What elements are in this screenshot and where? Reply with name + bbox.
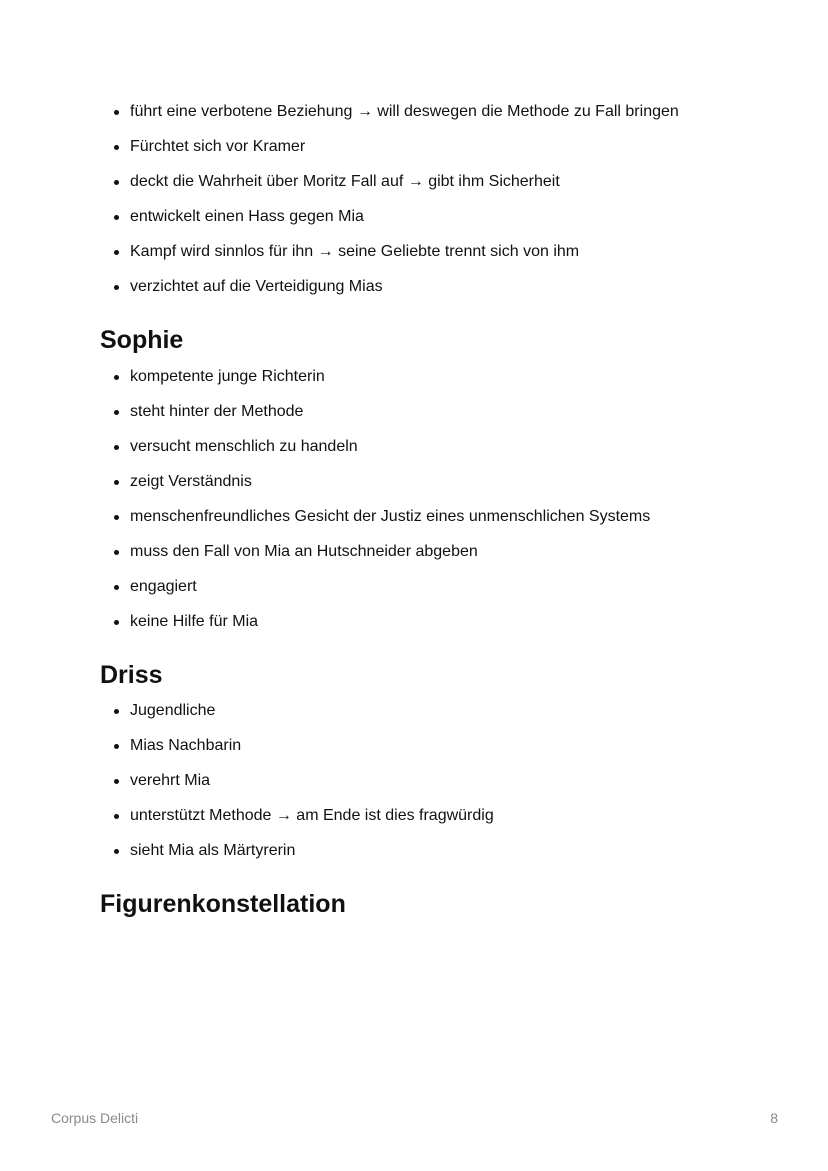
list-item: Kampf wird sinnlos für ihn → seine Geliebte trennt sich von ihm <box>0 241 679 276</box>
list-item: versucht menschlich zu handeln <box>0 436 650 471</box>
list-item: menschenfreundliches Gesicht der Justiz eines unmenschlichen Systems <box>0 506 650 541</box>
list-item: steht hinter der Methode <box>0 401 650 436</box>
list-item: unterstützt Methode → am Ende ist dies fragwürdig <box>0 805 494 840</box>
section-heading-driss: Driss <box>100 661 163 689</box>
bullet-list-continued <box>0 101 679 311</box>
list-item: entwickelt einen Hass gegen Mia <box>0 206 679 241</box>
list-item: zeigt Verständnis <box>0 471 650 506</box>
list-item: verzichtet auf die Verteidigung Mias <box>0 276 679 311</box>
list-item: muss den Fall von Mia an Hutschneider abgeben <box>0 541 650 576</box>
footer-page-number: 8 <box>770 1110 778 1126</box>
bullet-list-driss <box>0 700 494 875</box>
list-item: deckt die Wahrheit über Moritz Fall auf → gibt ihm Sicherheit <box>0 171 679 206</box>
bullet-list-sophie <box>0 366 650 646</box>
list-item: Jugendliche <box>0 700 494 735</box>
section-heading-figurenkonstellation: Figurenkonstellation <box>100 890 346 918</box>
list-item: führt eine verbotene Beziehung → will deswegen die Methode zu Fall bringen <box>0 101 679 136</box>
list-item: kompetente junge Richterin <box>0 366 650 401</box>
list-item: engagiert <box>0 576 650 611</box>
section-heading-sophie: Sophie <box>100 326 184 354</box>
list-item: sieht Mia als Märtyrerin <box>0 840 494 875</box>
list-item: keine Hilfe für Mia <box>0 611 650 646</box>
list-item: Fürchtet sich vor Kramer <box>0 136 679 171</box>
list-item: Mias Nachbarin <box>0 735 494 770</box>
list-item: verehrt Mia <box>0 770 494 805</box>
footer-document-title: Corpus Delicti <box>51 1110 139 1126</box>
